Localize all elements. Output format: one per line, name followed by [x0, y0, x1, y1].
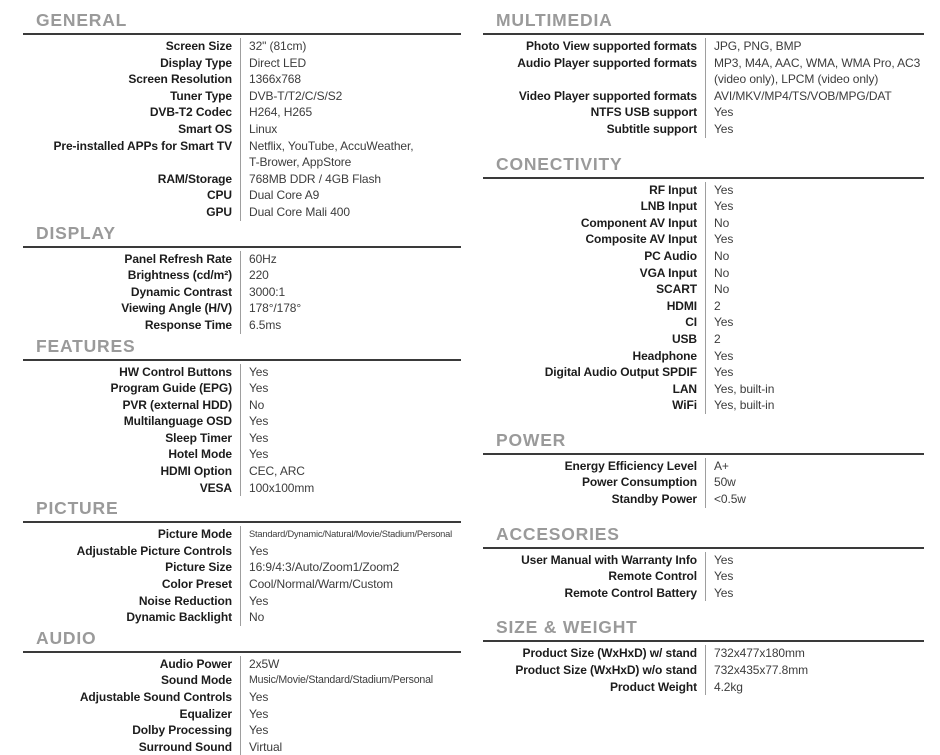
- spec-row: [483, 568, 924, 585]
- spec-row: [483, 198, 924, 215]
- section-rows: [483, 35, 924, 138]
- spec-row: [483, 679, 924, 696]
- spec-value: No: [705, 265, 924, 282]
- spec-value: 768MB DDR / 4GB Flash: [240, 171, 461, 188]
- spec-label: CI: [685, 315, 697, 330]
- spec-value: 100x100mm: [240, 480, 461, 497]
- spec-label: Digital Audio Output SPDIF: [544, 365, 697, 380]
- spec-row: [483, 55, 924, 88]
- spec-label: Standby Power: [611, 492, 697, 507]
- spec-value: Direct LED: [240, 55, 461, 72]
- spec-value: 3000:1: [240, 284, 461, 301]
- spec-value: Yes: [705, 182, 924, 199]
- spec-value: CEC, ARC: [240, 463, 461, 480]
- spec-label: Dynamic Backlight: [126, 610, 232, 625]
- spec-row: [23, 55, 461, 72]
- spec-label: Product Weight: [609, 679, 697, 694]
- spec-value: No: [705, 281, 924, 298]
- spec-value: H264, H265: [240, 104, 461, 121]
- spec-row: [483, 88, 924, 105]
- spec-row: [483, 348, 924, 365]
- spec-value: Yes: [240, 689, 461, 706]
- spec-row: [483, 231, 924, 248]
- spec-label: Multilanguage OSD: [123, 414, 232, 429]
- section-display: [23, 223, 461, 334]
- spec-value: 2x5W: [240, 656, 461, 673]
- spec-value: 178°/178°: [240, 300, 461, 317]
- spec-value: No: [240, 397, 461, 414]
- spec-row: [483, 265, 924, 282]
- spec-value: 1366x768: [240, 71, 461, 88]
- section-rows: [23, 523, 461, 626]
- spec-row: [23, 543, 461, 560]
- spec-row: [23, 593, 461, 610]
- spec-label: RF Input: [649, 182, 697, 197]
- spec-row: [23, 480, 461, 497]
- spec-value: Yes: [240, 364, 461, 381]
- spec-row: [483, 182, 924, 199]
- spec-value: Yes: [705, 198, 924, 215]
- spec-value: AVI/MKV/MP4/TS/VOB/MPG/DAT: [705, 88, 924, 105]
- spec-row: [23, 138, 461, 171]
- spec-value: DVB-T/T2/C/S/S2: [240, 88, 461, 105]
- section-picture: [23, 498, 461, 626]
- spec-value: Yes: [240, 543, 461, 560]
- spec-row: [483, 474, 924, 491]
- section-rows: [23, 35, 461, 221]
- section-features: [23, 336, 461, 497]
- spec-label: Remote Control: [608, 569, 697, 584]
- spec-label: Surround Sound: [138, 739, 232, 754]
- spec-label: HW Control Buttons: [119, 364, 232, 379]
- spec-value: Cool/Normal/Warm/Custom: [240, 576, 461, 593]
- spec-label: LAN: [672, 381, 697, 396]
- spec-row: [23, 187, 461, 204]
- section-title: GENERAL: [36, 10, 128, 30]
- spec-value: Yes: [705, 552, 924, 569]
- spec-row: [483, 215, 924, 232]
- spec-row: [23, 71, 461, 88]
- spec-value: No: [705, 248, 924, 265]
- spec-column-right: [483, 10, 924, 695]
- spec-row: [483, 298, 924, 315]
- spec-value: Yes: [240, 446, 461, 463]
- spec-row: [483, 248, 924, 265]
- spec-label: Picture Size: [165, 560, 232, 575]
- spec-value: 60Hz: [240, 251, 461, 268]
- spec-label: Tuner Type: [170, 88, 232, 103]
- spec-row: [23, 317, 461, 334]
- spec-value: JPG, PNG, BMP: [705, 38, 924, 55]
- spec-label: CPU: [206, 188, 232, 203]
- spec-label: Screen Resolution: [128, 72, 232, 87]
- spec-row: [483, 397, 924, 414]
- spec-label: Audio Power: [159, 656, 232, 671]
- spec-label: Photo View supported formats: [526, 39, 697, 53]
- spec-row: [483, 364, 924, 381]
- spec-label: VGA Input: [639, 265, 697, 280]
- spec-value: Yes, built-in: [705, 381, 924, 398]
- spec-label: Composite AV Input: [585, 232, 697, 247]
- section-rows: [23, 361, 461, 497]
- section-rows: [483, 642, 924, 695]
- spec-row: [483, 331, 924, 348]
- spec-label: RAM/Storage: [157, 171, 232, 186]
- spec-value: Dual Core A9: [240, 187, 461, 204]
- spec-label: Dynamic Contrast: [130, 284, 232, 299]
- section-rows: [483, 549, 924, 602]
- spec-row: [483, 552, 924, 569]
- spec-label: USB: [671, 331, 697, 346]
- spec-value: Standard/Dynamic/Natural/Movie/Stadium/Personal: [240, 526, 461, 543]
- spec-value: <0.5w: [705, 491, 924, 508]
- section-power: [483, 430, 924, 508]
- spec-label: Sound Mode: [161, 673, 232, 688]
- section-rows: [23, 653, 461, 755]
- section-title: DISPLAY: [36, 222, 116, 243]
- spec-row: [23, 284, 461, 301]
- spec-label: NTFS USB support: [590, 105, 697, 120]
- spec-row: [23, 397, 461, 414]
- spec-label: Noise Reduction: [138, 593, 232, 608]
- section-multimedia: [483, 10, 924, 138]
- spec-value: Yes: [705, 314, 924, 331]
- spec-row: [23, 413, 461, 430]
- spec-row: [483, 458, 924, 475]
- spec-row: [483, 381, 924, 398]
- spec-row: [23, 364, 461, 381]
- spec-value: Yes: [705, 348, 924, 365]
- section-title: POWER: [496, 429, 567, 450]
- section-general: [23, 10, 461, 221]
- spec-row: [23, 576, 461, 593]
- spec-label: Audio Player supported formats: [517, 55, 697, 70]
- spec-label: Product Size (WxHxD) w/o stand: [515, 663, 697, 678]
- spec-row: [23, 706, 461, 723]
- spec-label: Energy Efficiency Level: [564, 458, 697, 473]
- spec-label: Panel Refresh Rate: [124, 251, 232, 266]
- section-rows: [23, 248, 461, 334]
- spec-row: [483, 104, 924, 121]
- spec-label: Component AV Input: [580, 215, 697, 230]
- section-conectivity: [483, 154, 924, 414]
- spec-row: [23, 38, 461, 55]
- spec-row: [23, 104, 461, 121]
- spec-label: Power Consumption: [582, 475, 697, 490]
- spec-label: SCART: [656, 282, 697, 297]
- spec-value: 220: [240, 267, 461, 284]
- spec-label: User Manual with Warranty Info: [521, 552, 697, 567]
- spec-value: 50w: [705, 474, 924, 491]
- spec-label: Screen Size: [165, 39, 232, 53]
- spec-row: [483, 662, 924, 679]
- spec-row: [23, 463, 461, 480]
- spec-row: [483, 585, 924, 602]
- spec-value: 2: [705, 298, 924, 315]
- spec-label: Program Guide (EPG): [110, 381, 232, 396]
- spec-value: MP3, M4A, AAC, WMA, WMA Pro, AC3 (video only), LPCM (video only): [705, 55, 924, 88]
- spec-row: [23, 300, 461, 317]
- spec-label: Adjustable Picture Controls: [76, 543, 232, 558]
- spec-row: [23, 689, 461, 706]
- spec-row: [483, 645, 924, 662]
- spec-value: Yes: [705, 121, 924, 138]
- section-title: SIZE & WEIGHT: [496, 617, 638, 638]
- section-title: FEATURES: [36, 335, 136, 356]
- section-rows: [483, 179, 924, 414]
- spec-row: [23, 656, 461, 673]
- spec-row: [23, 526, 461, 543]
- spec-row: [483, 281, 924, 298]
- spec-value: Yes: [705, 568, 924, 585]
- spec-value: No: [705, 215, 924, 232]
- spec-row: [23, 559, 461, 576]
- spec-label: Color Preset: [161, 577, 232, 592]
- spec-label: Response Time: [144, 317, 232, 332]
- spec-label: Smart OS: [178, 121, 232, 136]
- spec-value: Yes: [240, 380, 461, 397]
- spec-label: Display Type: [160, 55, 232, 70]
- spec-label: Headphone: [632, 348, 697, 363]
- spec-value: Yes: [705, 585, 924, 602]
- spec-label: Video Player supported formats: [518, 88, 697, 103]
- spec-label: PVR (external HDD): [122, 397, 232, 412]
- spec-row: [23, 204, 461, 221]
- spec-row: [483, 38, 924, 55]
- spec-value: Yes, built-in: [705, 397, 924, 414]
- spec-row: [23, 171, 461, 188]
- spec-row: [23, 672, 461, 689]
- spec-label: Viewing Angle (H/V): [121, 301, 232, 316]
- spec-label: HDMI: [666, 298, 697, 313]
- spec-label: Brightness (cd/m²): [127, 268, 232, 283]
- spec-value: No: [240, 609, 461, 626]
- spec-value: Linux: [240, 121, 461, 138]
- spec-value: Yes: [240, 430, 461, 447]
- spec-row: [23, 251, 461, 268]
- spec-row: [483, 491, 924, 508]
- spec-label: Sleep Timer: [165, 430, 232, 445]
- spec-label: DVB-T2 Codec: [149, 105, 232, 120]
- spec-row: [23, 609, 461, 626]
- spec-value: 2: [705, 331, 924, 348]
- spec-row: [23, 380, 461, 397]
- spec-value: Music/Movie/Standard/Stadium/Personal: [240, 672, 461, 689]
- spec-value: Yes: [705, 364, 924, 381]
- spec-value: 6.5ms: [240, 317, 461, 334]
- section-title: MULTIMEDIA: [496, 10, 613, 30]
- spec-value: 732x435x77.8mm: [705, 662, 924, 679]
- section-accesories: [483, 524, 924, 602]
- section-title: CONECTIVITY: [496, 153, 623, 174]
- spec-label: Remote Control Battery: [564, 585, 697, 600]
- section-title: PICTURE: [36, 498, 119, 519]
- spec-value: Yes: [240, 722, 461, 739]
- spec-row: [23, 430, 461, 447]
- spec-row: [23, 121, 461, 138]
- spec-value: 4.2kg: [705, 679, 924, 696]
- spec-label: Equalizer: [179, 706, 232, 721]
- spec-value: Yes: [705, 231, 924, 248]
- spec-label: Picture Mode: [157, 527, 232, 542]
- spec-label: GPU: [206, 204, 232, 219]
- section-audio: [23, 628, 461, 755]
- section-rows: [483, 455, 924, 508]
- spec-label: LNB Input: [640, 199, 697, 214]
- spec-value: Dual Core Mali 400: [240, 204, 461, 221]
- spec-label: Pre-installed APPs for Smart TV: [53, 138, 232, 153]
- spec-row: [23, 739, 461, 755]
- section-title: ACCESORIES: [496, 523, 620, 544]
- spec-label: WiFi: [672, 398, 697, 413]
- spec-row: [23, 722, 461, 739]
- spec-value: Yes: [240, 593, 461, 610]
- spec-label: Dolby Processing: [132, 723, 232, 738]
- spec-value: 32" (81cm): [240, 38, 461, 55]
- spec-row: [23, 88, 461, 105]
- spec-label: PC Audio: [644, 248, 697, 263]
- spec-label: HDMI Option: [160, 464, 232, 479]
- spec-value: 732x477x180mm: [705, 645, 924, 662]
- spec-value: Netflix, YouTube, AccuWeather, T-Brower, AppStore: [240, 138, 461, 171]
- spec-row: [23, 267, 461, 284]
- spec-row: [483, 314, 924, 331]
- spec-row: [483, 121, 924, 138]
- spec-value: Virtual: [240, 739, 461, 755]
- spec-label: Subtitle support: [606, 121, 697, 136]
- spec-label: VESA: [199, 480, 232, 495]
- spec-label: Adjustable Sound Controls: [79, 690, 232, 704]
- spec-value: Yes: [705, 104, 924, 121]
- spec-value: 16:9/4:3/Auto/Zoom1/Zoom2: [240, 559, 461, 576]
- spec-column-left: [23, 10, 461, 755]
- spec-value: Yes: [240, 706, 461, 723]
- spec-value: Yes: [240, 413, 461, 430]
- spec-value: A+: [705, 458, 924, 475]
- spec-label: Product Size (WxHxD) w/ stand: [522, 646, 697, 661]
- section-title: AUDIO: [36, 627, 97, 648]
- spec-row: [23, 446, 461, 463]
- section-size-weight: [483, 617, 924, 695]
- spec-label: Hotel Mode: [168, 447, 232, 462]
